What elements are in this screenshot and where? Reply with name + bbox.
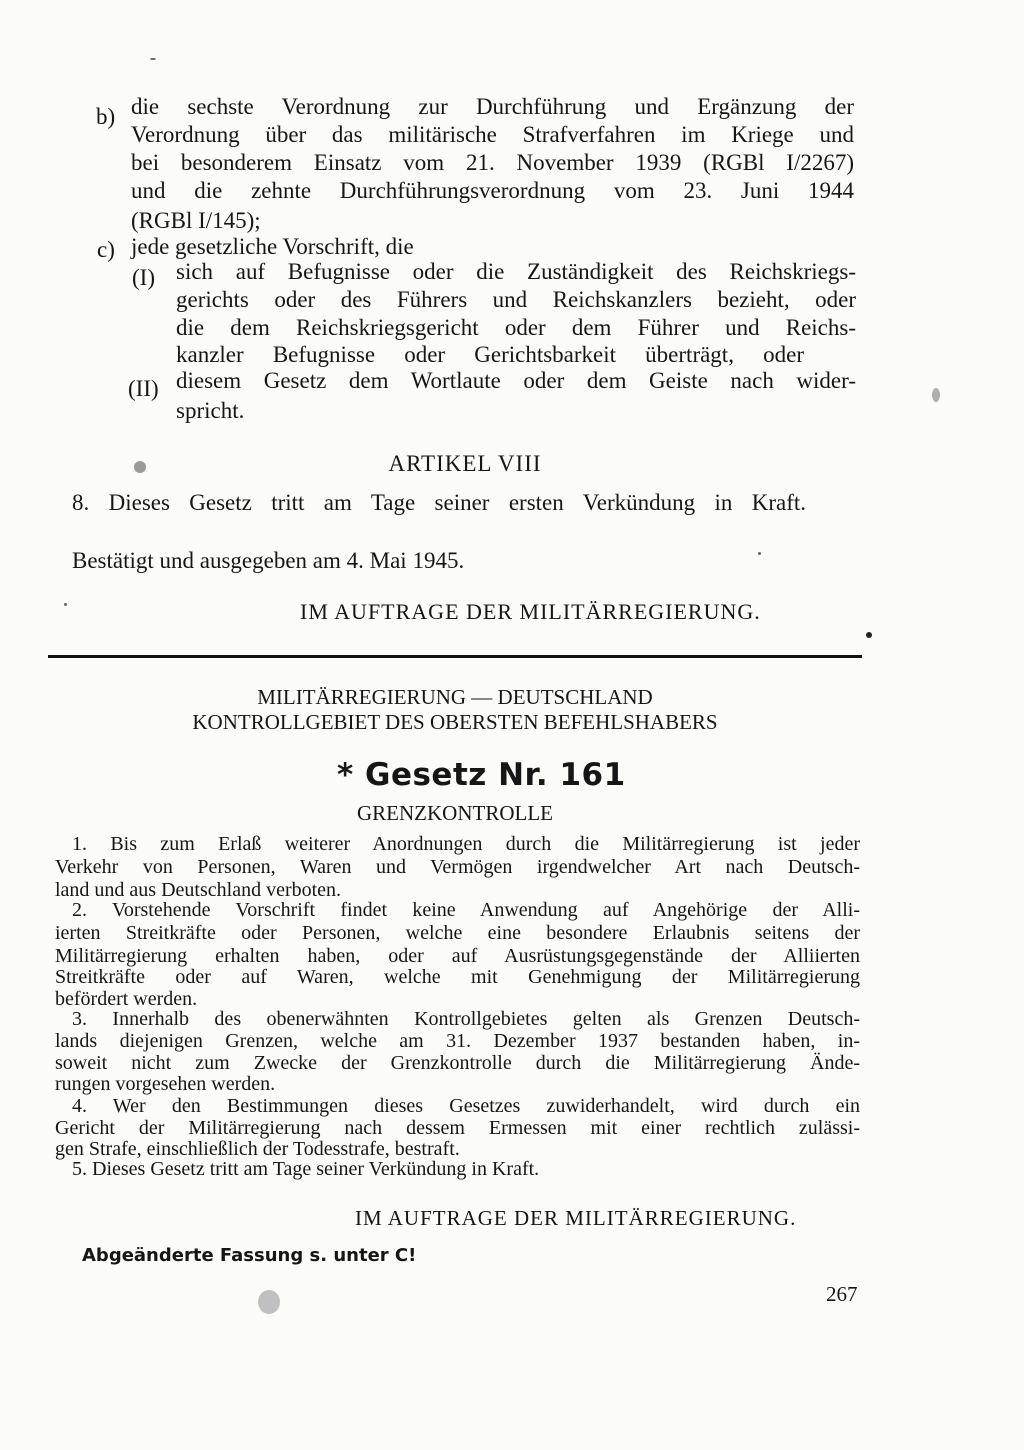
page-number: 267 bbox=[826, 1282, 858, 1306]
item-c-sub2-line-1: diesem Gesetz dem Wortlaute oder dem Geiste nach wider- bbox=[176, 368, 856, 393]
law-line-8: befördert werden. bbox=[55, 988, 198, 1010]
item-c-sub1-line-4: kanzler Befugnisse oder Gerichtsbarkeit überträgt, oder bbox=[176, 342, 804, 367]
scan-speck bbox=[866, 632, 872, 638]
header-line-2: KONTROLLGEBIET DES OBERSTEN BEFEHLSHABERS bbox=[192, 710, 718, 734]
item-c-sub1-line-2: gerichts oder des Führers und Reichskanzlers bezieht, oder bbox=[176, 287, 856, 312]
item-c-lead: jede gesetzliche Vorschrift, die bbox=[131, 234, 414, 259]
law-line-1: 1. Bis zum Erlaß weiterer Anordnungen durch die Militärregierung ist jeder bbox=[72, 833, 860, 855]
law-line-7: Streitkräfte oder auf Waren, welche mit Genehmigung der Militärregierung bbox=[55, 966, 860, 988]
item-b-line-4: und die zehnte Durchführungsverordnung vom 23. Juni 1944 bbox=[131, 178, 854, 203]
law-line-10: lands diejenigen Grenzen, welche am 31. Dezember 1937 bestanden haben, in- bbox=[55, 1030, 860, 1052]
item-c-sub2-line-2: spricht. bbox=[176, 398, 245, 423]
header-line-1: MILITÄRREGIERUNG — DEUTSCHLAND bbox=[257, 685, 653, 709]
item-c-sub2-marker: (II) bbox=[128, 376, 159, 401]
section-divider bbox=[48, 655, 862, 658]
scan-speck bbox=[134, 461, 146, 473]
law-line-4: 2. Vorstehende Vorschrift findet keine Anwendung auf Angehörige der Alli- bbox=[72, 899, 860, 921]
law-line-12: rungen vorgesehen werden. bbox=[55, 1073, 276, 1095]
law-line-3: land und aus Deutschland verboten. bbox=[55, 879, 342, 901]
item-b-line-3: bei besonderem Einsatz vom 21. November 1939 (RGBl I/2267) bbox=[131, 150, 854, 175]
law-subtitle: GRENZKONTROLLE bbox=[357, 801, 553, 825]
footnote: Abgeänderte Fassung s. unter C! bbox=[82, 1245, 417, 1266]
scan-speck bbox=[150, 58, 156, 60]
law-line-9: 3. Innerhalb des obenerwähnten Kontrollgebietes gelten als Grenzen Deutsch- bbox=[72, 1008, 860, 1030]
item-c-marker: c) bbox=[97, 237, 115, 262]
scan-speck bbox=[932, 388, 940, 402]
law-line-6: Militärregierung erhalten haben, oder auf Ausrüstungsgegenstände der Alliierten bbox=[55, 945, 860, 967]
law-line-11: soweit nicht zum Zwecke der Grenzkontrolle durch die Militärregierung Ände- bbox=[55, 1052, 860, 1074]
item-c-sub1-line-3: die dem Reichskriegsgericht oder dem Führer und Reichs- bbox=[176, 315, 856, 340]
law-line-15: gen Strafe, einschließlich der Todesstrafe, bestraft. bbox=[55, 1138, 460, 1160]
scan-speck bbox=[758, 552, 761, 555]
scan-speck bbox=[64, 603, 67, 606]
confirmation-line: Bestätigt und ausgegeben am 4. Mai 1945. bbox=[72, 548, 465, 573]
law-line-5: ierten Streitkräfte oder Personen, welche eine besondere Erlaubnis seitens der bbox=[55, 922, 860, 944]
law-line-13: 4. Wer den Bestimmungen dieses Gesetzes zuwiderhandelt, wird durch ein bbox=[72, 1095, 860, 1117]
scan-speck bbox=[258, 1290, 280, 1314]
article-text: 8. Dieses Gesetz tritt am Tage seiner ersten Verkündung in Kraft. bbox=[72, 490, 806, 515]
law-signature: IM AUFTRAGE DER MILITÄRREGIERUNG. bbox=[355, 1206, 797, 1230]
item-c-sub1-marker: (I) bbox=[132, 265, 155, 290]
item-b-line-2: Verordnung über das militärische Strafverfahren im Kriege und bbox=[131, 122, 854, 147]
law-line-16: 5. Dieses Gesetz tritt am Tage seiner Verkündung in Kraft. bbox=[72, 1158, 540, 1180]
law-line-2: Verkehr von Personen, Waren und Vermögen irgendwelcher Art nach Deutsch- bbox=[55, 856, 860, 878]
item-c-sub1-line-1: sich auf Befugnisse oder die Zuständigkeit des Reichskriegs- bbox=[176, 259, 856, 284]
article-signature: IM AUFTRAGE DER MILITÄRREGIERUNG. bbox=[300, 599, 761, 624]
item-b-line-1: die sechste Verordnung zur Durchführung und Ergänzung der bbox=[131, 94, 854, 119]
item-b-marker: b) bbox=[96, 104, 116, 129]
item-b-line-5: (RGBl I/145); bbox=[131, 208, 261, 233]
article-heading: ARTIKEL VIII bbox=[388, 451, 542, 476]
law-line-14: Gericht der Militärregierung nach dessem Ermessen mit einer rechtlich zulässi- bbox=[55, 1117, 860, 1139]
law-title: * Gesetz Nr. 161 bbox=[337, 757, 626, 793]
